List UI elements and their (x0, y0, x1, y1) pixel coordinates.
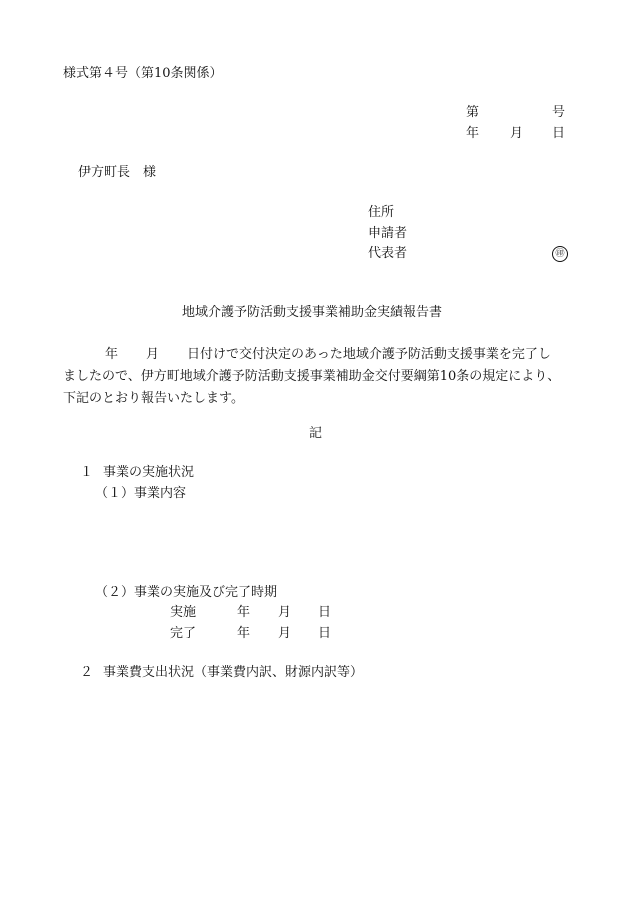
section1-sub2: （２）事業の実施及び完了時期 (95, 585, 278, 600)
section2-number: ２ (80, 665, 94, 680)
seal-mark (552, 245, 568, 262)
impl-month: 月 (278, 605, 292, 620)
impl-day: 日 (318, 605, 332, 620)
seal-icon: ㊞ (552, 246, 568, 262)
body-line-1-rest: 日付けで交付決定のあった地域介護予防活動支援事業を完了し (187, 347, 551, 362)
comp-day: 日 (318, 626, 332, 641)
document-title: 地域介護予防活動支援事業補助金実績報告書 (182, 305, 443, 320)
body-line-3: 下記のとおり報告いたします。 (63, 391, 244, 406)
date-month: 月 (510, 126, 524, 141)
doc-number-go: 号 (552, 105, 566, 120)
address-label: 住所 (368, 205, 395, 220)
comp-month: 月 (278, 626, 292, 641)
section2-heading: 事業費支出状況（事業費内訳、財源内訳等） (103, 665, 364, 680)
date-year: 年 (466, 126, 480, 141)
body-month: 月 (146, 347, 160, 362)
addressee: 伊方町長 様 (78, 165, 157, 180)
representative-label: 代表者 (368, 246, 408, 261)
body-year: 年 (105, 347, 119, 362)
applicant-label: 申請者 (368, 226, 408, 241)
section1-sub1: （１）事業内容 (95, 486, 187, 501)
comp-label: 完了 (170, 626, 197, 641)
body-line-2: ましたので、伊方町地域介護予防活動支援事業補助金交付要綱第10条の規定により、 (63, 369, 561, 384)
ki-heading: 記 (309, 426, 323, 441)
doc-number-dai: 第 (466, 105, 480, 120)
impl-label: 実施 (170, 605, 197, 620)
form-number: 様式第４号（第10条関係） (63, 66, 223, 81)
comp-year: 年 (237, 626, 251, 641)
date-day: 日 (552, 126, 566, 141)
impl-year: 年 (237, 605, 251, 620)
section1-heading: 事業の実施状況 (103, 465, 195, 480)
section1-number: １ (80, 465, 94, 480)
body-paragraph (63, 344, 575, 410)
body-line-1 (63, 344, 575, 366)
